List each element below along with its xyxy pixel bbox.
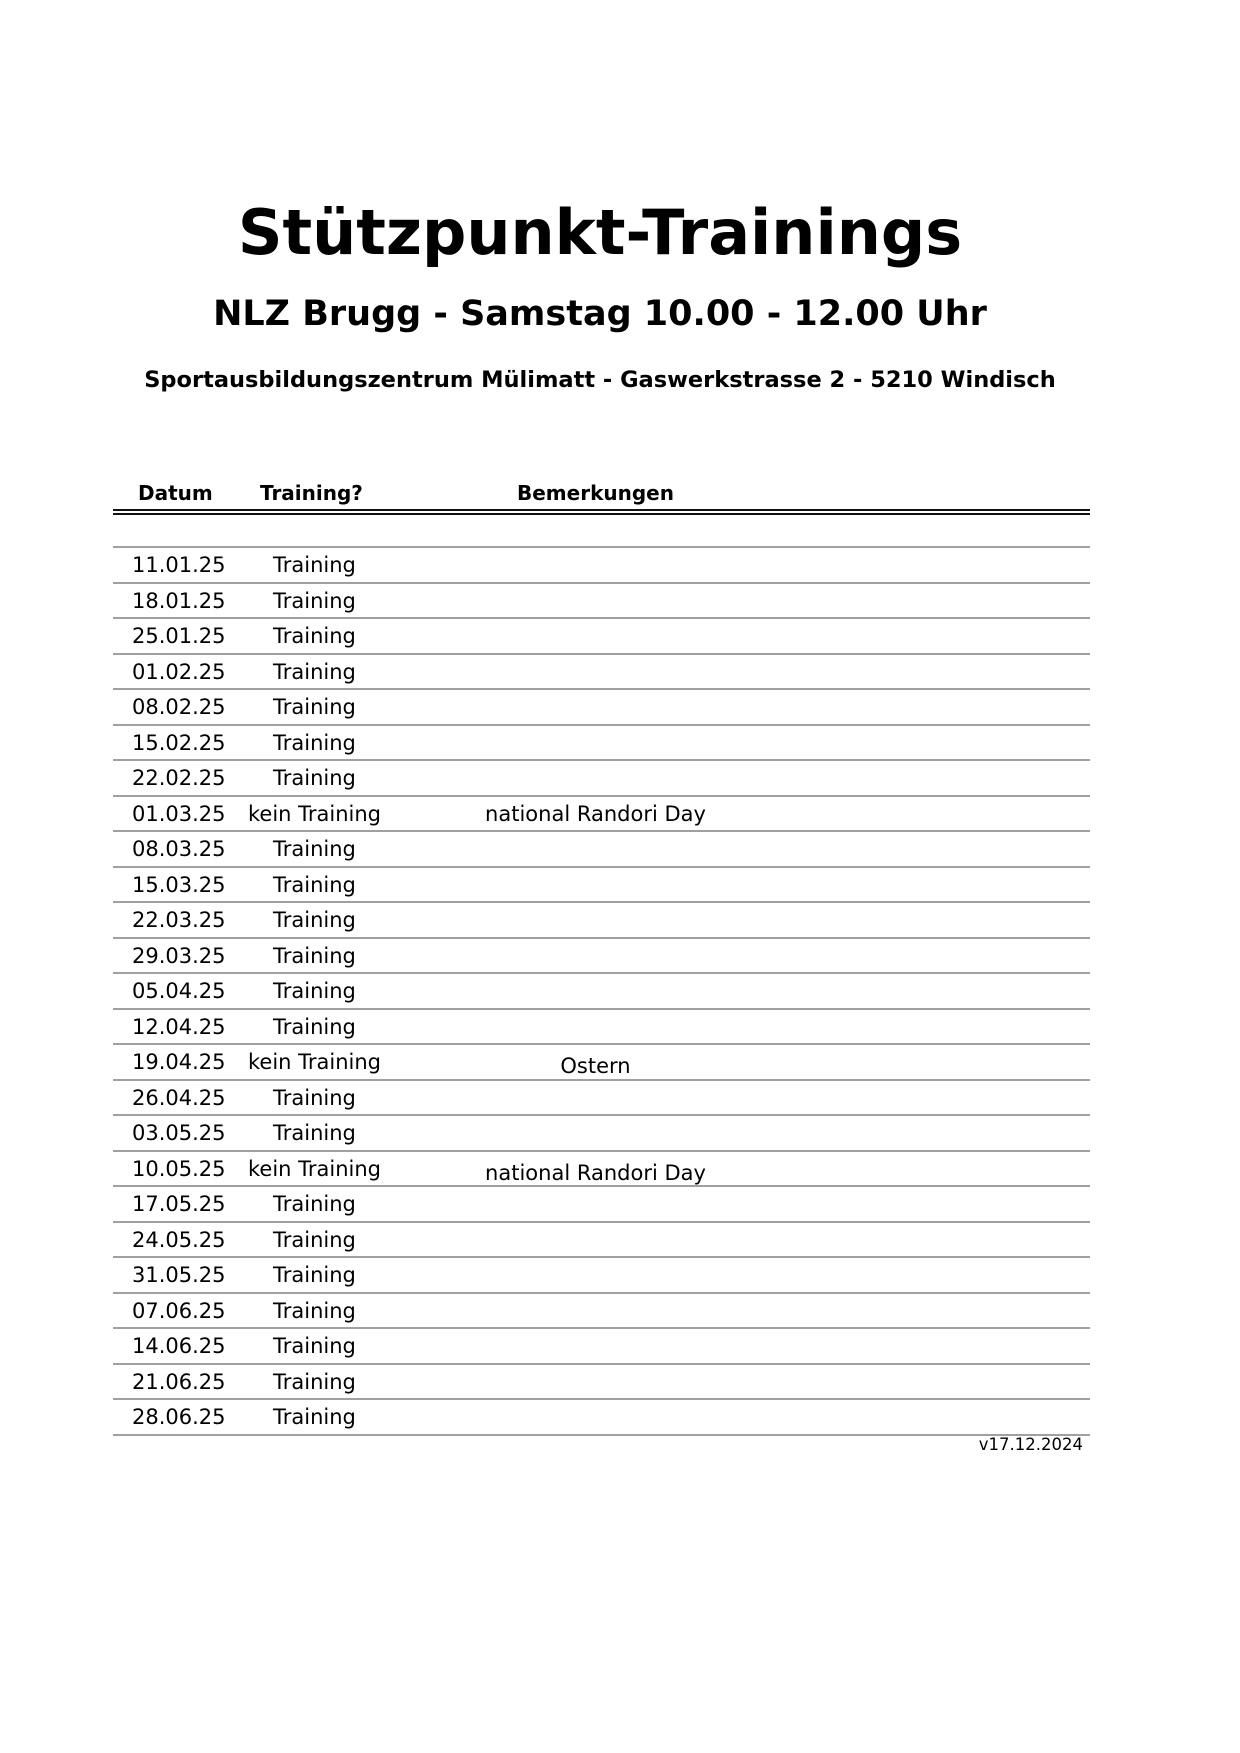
row-date: 03.05.25 — [132, 1121, 226, 1145]
row-training-status: Training — [273, 695, 356, 719]
row-training-status: Training — [273, 730, 356, 755]
row-training-status: Training — [273, 1369, 356, 1394]
table-row — [113, 1081, 1090, 1117]
table-row — [113, 761, 1090, 797]
table-header — [113, 478, 1090, 509]
row-date: 01.03.25 — [132, 801, 226, 826]
row-training-status: Training — [273, 659, 356, 684]
table-row — [113, 655, 1090, 691]
row-date: 10.05.25 — [132, 1156, 226, 1181]
table-row — [113, 974, 1090, 1010]
row-date: 11.01.25 — [132, 553, 226, 577]
version-stamp: v17.12.2024 — [978, 1435, 1083, 1454]
row-date: 15.02.25 — [132, 730, 226, 755]
row-training-status: Training — [273, 1121, 356, 1145]
row-training-status: Training — [273, 1263, 356, 1287]
document-title: Stützpunkt-Trainings — [237, 196, 963, 269]
table-row — [113, 1152, 1090, 1188]
row-date: 28.06.25 — [132, 1405, 226, 1429]
row-training-status: Training — [273, 1227, 356, 1252]
table-row — [113, 832, 1090, 868]
table-row — [113, 1187, 1090, 1223]
row-date: 08.02.25 — [132, 695, 226, 719]
header-remarks: Bemerkungen — [517, 481, 674, 505]
row-date: 25.01.25 — [132, 624, 226, 648]
table-body — [113, 548, 1090, 1436]
row-date: 17.05.25 — [132, 1192, 226, 1216]
row-date: 31.05.25 — [132, 1263, 226, 1287]
empty-row — [113, 515, 1090, 548]
row-training-status: Training — [273, 588, 356, 613]
row-training-status: Training — [273, 979, 356, 1003]
table-row — [113, 1010, 1090, 1046]
row-training-status: Training — [273, 837, 356, 861]
table-row — [113, 548, 1090, 584]
row-training-status: kein Training — [248, 1156, 382, 1181]
table-row — [113, 868, 1090, 904]
row-date: 07.06.25 — [132, 1298, 226, 1323]
table-row — [113, 1116, 1090, 1152]
table-row — [113, 1329, 1090, 1365]
row-training-status: Training — [273, 1085, 356, 1110]
table-row — [113, 690, 1090, 726]
row-remark: national Randori Day — [485, 1160, 706, 1185]
row-date: 26.04.25 — [132, 1085, 226, 1110]
row-date: 21.06.25 — [132, 1369, 226, 1394]
table-row — [113, 1045, 1090, 1081]
row-date: 18.01.25 — [132, 588, 226, 613]
table-row — [113, 1400, 1090, 1436]
row-training-status: Training — [273, 943, 356, 968]
row-training-status: Training — [273, 624, 356, 648]
row-training-status: Training — [273, 872, 356, 897]
table-row — [113, 1223, 1090, 1259]
row-date: 12.04.25 — [132, 1014, 226, 1039]
row-date: 01.02.25 — [132, 659, 226, 684]
row-date: 22.02.25 — [132, 766, 226, 790]
table-row — [113, 797, 1090, 833]
table-row — [113, 1258, 1090, 1294]
table-row — [113, 584, 1090, 620]
row-remark: Ostern — [560, 1054, 631, 1078]
header-training: Training? — [260, 481, 363, 505]
table-row — [113, 1294, 1090, 1330]
row-training-status: kein Training — [248, 801, 382, 826]
table-row — [113, 903, 1090, 939]
table-row — [113, 1365, 1090, 1401]
row-date: 24.05.25 — [132, 1227, 226, 1252]
row-training-status: Training — [273, 1192, 356, 1216]
row-training-status: Training — [273, 1298, 356, 1323]
table-row — [113, 619, 1090, 655]
table-row — [113, 939, 1090, 975]
table-row — [113, 726, 1090, 762]
row-date: 14.06.25 — [132, 1334, 226, 1358]
row-date: 05.04.25 — [132, 979, 226, 1003]
row-date: 22.03.25 — [132, 908, 226, 932]
row-date: 08.03.25 — [132, 837, 226, 861]
header-rule-top — [113, 509, 1090, 511]
row-training-status: Training — [273, 1014, 356, 1039]
row-training-status: Training — [273, 553, 356, 577]
header-date: Datum — [138, 481, 213, 505]
row-date: 29.03.25 — [132, 943, 226, 968]
row-training-status: Training — [273, 1334, 356, 1358]
row-date: 15.03.25 — [132, 872, 226, 897]
row-training-status: Training — [273, 908, 356, 932]
training-schedule-table — [113, 478, 1090, 1436]
row-training-status: kein Training — [248, 1050, 382, 1074]
row-date: 19.04.25 — [132, 1050, 226, 1074]
row-remark: national Randori Day — [485, 801, 706, 826]
row-training-status: Training — [273, 766, 356, 790]
venue-address: Sportausbildungszentrum Mülimatt - Gaswerkstrasse 2 - 5210 Windisch — [144, 367, 1056, 393]
row-training-status: Training — [273, 1405, 356, 1429]
document-subtitle: NLZ Brugg - Samstag 10.00 - 12.00 Uhr — [213, 294, 987, 334]
